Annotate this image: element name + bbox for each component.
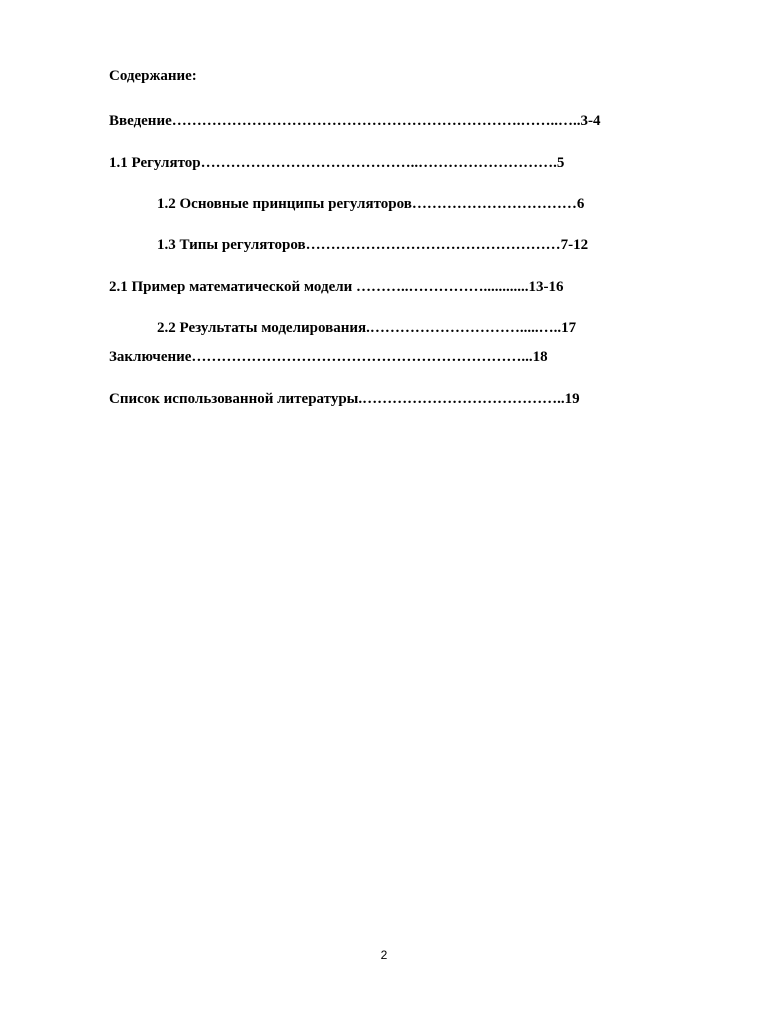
toc-heading: Содержание: bbox=[109, 68, 197, 84]
toc-entry-conclusion: Заключение…………………………………………………………...18 bbox=[109, 349, 548, 365]
toc-entry-references: Список использованной литературы.…………………………………..19 bbox=[109, 391, 580, 407]
toc-entry-modeling-results: 2.2 Результаты моделирования.………………………….....…..17 bbox=[157, 320, 577, 336]
toc-entry-introduction: Введение…………………………………………………………….……..…..3-4 bbox=[109, 113, 601, 129]
toc-entry-regulator-types: 1.3 Типы регуляторов……………………………………………7-12 bbox=[157, 237, 589, 253]
toc-entry-regulator-principles: 1.2 Основные принципы регуляторов……………………………6 bbox=[157, 196, 585, 212]
toc-entry-math-model-example: 2.1 Пример математической модели ………..……………............13-16 bbox=[109, 279, 564, 295]
toc-entry-regulator: 1.1 Регулятор……………………………………..……………………….5 bbox=[109, 155, 565, 171]
page-number: 2 bbox=[380, 948, 388, 962]
